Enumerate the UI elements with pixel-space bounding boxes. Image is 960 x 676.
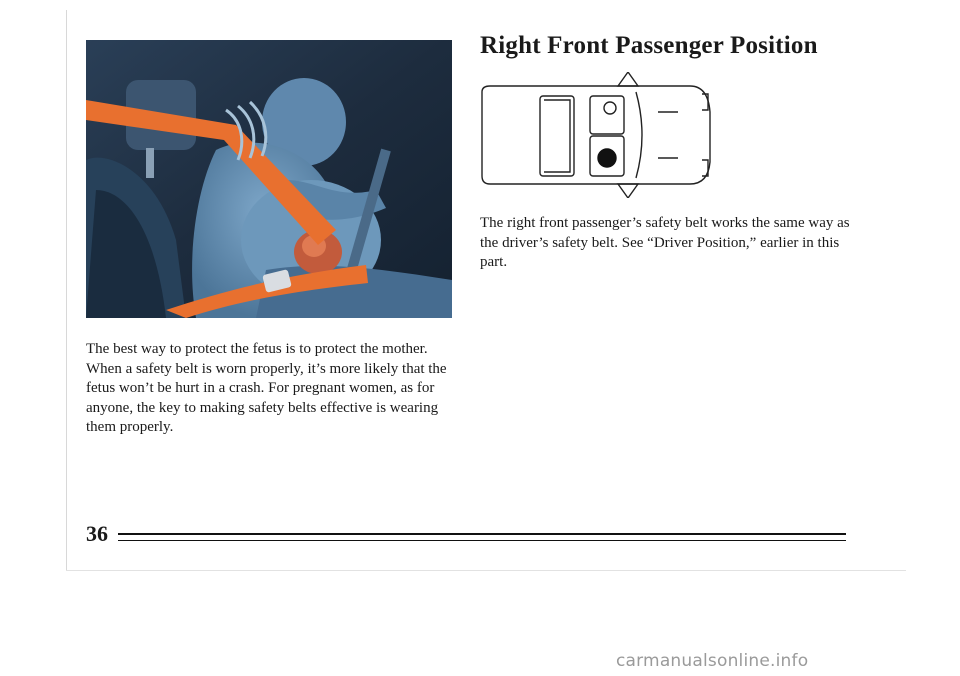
- car-seating-diagram: [478, 72, 718, 198]
- page-edge-rule: [66, 10, 67, 570]
- passenger-belt-paragraph: The right front passenger’s safety belt works the same way as the driver’s safety belt. See “Driver Position,” earlier in this part.: [480, 215, 850, 270]
- page-bottom-edge: [66, 570, 906, 571]
- page-number: 36: [86, 521, 108, 546]
- fetus-protection-paragraph: The best way to protect the fetus is to protect the mother. When a safety belt is worn properly, it’s more likely that the fetus won’t be hurt in a crash. For pregnant women, as for anyone, the key to making safety belts effective is wearing them properly.: [86, 341, 447, 435]
- pregnant-passenger-illustration: [86, 40, 452, 318]
- footer-rule: [118, 533, 846, 535]
- section-title: Right Front Passenger Position: [480, 32, 818, 59]
- footer-rule-thin: [118, 540, 846, 541]
- watermark: carmanualsonline.info: [616, 651, 809, 671]
